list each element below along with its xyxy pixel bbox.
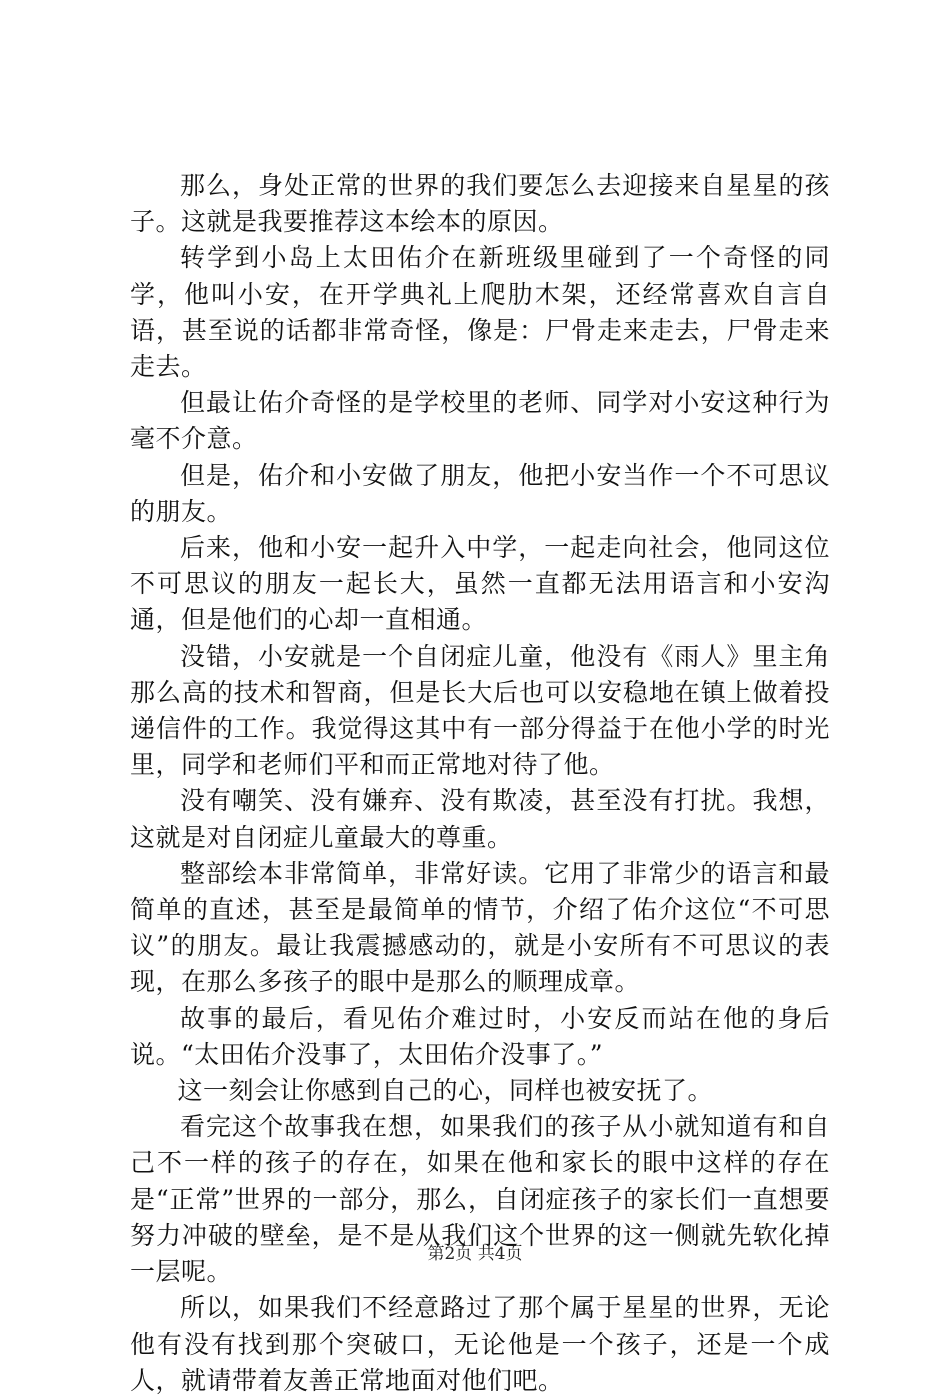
paragraph: 这一刻会让你感到自己的心，同样也被安抚了。: [177, 1076, 714, 1106]
paragraph: 但最让佑介奇怪的是学校里的老师、同学对小安这种行为毫不介意。: [130, 388, 830, 454]
paragraph: 但是，佑介和小安做了朋友，他把小安当作一个不可思议的朋友。: [130, 460, 830, 526]
paragraph: 后来，他和小安一起升入中学，一起走向社会，他同这位不可思议的朋友一起长大，虽然一直都无法用语言和小安沟通，但是他们的心却一直相通。: [130, 533, 830, 635]
paragraph: 没有嘲笑、没有嫌弃、没有欺凌，甚至没有打扰。我想，这就是对自闭症儿童最大的尊重。: [130, 786, 830, 852]
paragraph: 故事的最后，看见佑介难过时，小安反而站在他的身后说。“太田佑介没事了，太田佑介没事了。”: [130, 1003, 830, 1069]
paragraph: 所以，如果我们不经意路过了那个属于星星的世界，无论他有没有找到那个突破口，无论他是一个孩子，还是一个成人，就请带着友善正常地面对他们吧。: [130, 1293, 830, 1395]
paragraph: 没错，小安就是一个自闭症儿童，他没有《雨人》里主角那么高的技术和智商，但是长大后也可以安稳地在镇上做着投递信件的工作。我觉得这其中有一部分得益于在他小学的时光里，同学和老师们平和而正常地对待了他。: [130, 641, 830, 780]
paragraph: 看完这个故事我在想，如果我们的孩子从小就知道有和自己不一样的孩子的存在，如果在他和家长的眼中这样的存在是“正常”世界的一部分，那么，自闭症孩子的家长们一直想要努力冲破的壁垒，是不是从我们这个世界的这一侧就先软化掉一层呢。: [130, 1112, 830, 1287]
paragraph: 那么，身处正常的世界的我们要怎么去迎接来自星星的孩子。这就是我要推荐这本绘本的原因。: [130, 171, 830, 237]
document-body: [130, 168, 830, 1399]
paragraph: 转学到小岛上太田佑介在新班级里碰到了一个奇怪的同学，他叫小安，在开学典礼上爬肋木架，还经常喜欢自言自语，甚至说的话都非常奇怪，像是：尸骨走来走去，尸骨走来走去。: [130, 243, 830, 382]
page-number-footer: 第2页 共4页: [427, 1244, 523, 1264]
paragraph: 整部绘本非常简单，非常好读。它用了非常少的语言和最简单的直述，甚至是最简单的情节，介绍了佑介这位“不可思议”的朋友。最让我震撼感动的，就是小安所有不可思议的表现，在那么多孩子的眼中是那么的顺理成章。: [130, 858, 830, 997]
